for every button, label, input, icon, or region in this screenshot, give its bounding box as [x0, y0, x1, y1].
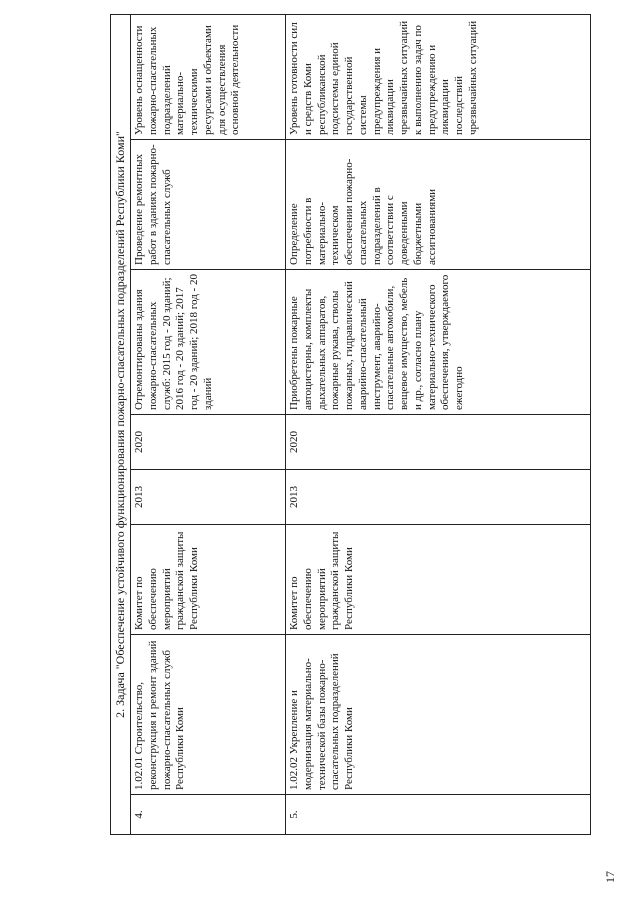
table-row [286, 14, 591, 834]
start-year: 2013 [286, 470, 591, 525]
responsible-executor: Комитет по обеспечению мероприятий гражданской защиты Республики Коми [286, 525, 591, 635]
activity-name: 1.02.02 Укрепление и модернизация материально-технической базы пожарно-спасательных подразделений Республики Коми [286, 635, 591, 795]
main-directions: Определение потребности в материально-техническом обеспечении пожарно-спасательных подразделений в соответствии с доведенными бюджетными ассигнованиями [286, 140, 591, 270]
end-year: 2020 [286, 415, 591, 470]
activity-name: 1.02.01 Строительство, реконструкция и ремонт зданий пожарно-спасательных служб Республики Коми [131, 635, 286, 795]
end-year: 2020 [131, 415, 286, 470]
expected-result: Отремонтированы здания пожарно-спасательных служб: 2015 год - 20 зданий; 2016 год - 20 зданий; 2017 год - 20 зданий; 2018 год - 20 зданий [131, 270, 286, 415]
task-title-row [111, 14, 131, 834]
page-number: 17 [603, 871, 617, 883]
responsible-executor: Комитет по обеспечению мероприятий гражданской защиты Республики Коми [131, 525, 286, 635]
row-number: 4. [131, 795, 286, 835]
task-title: 2. Задача "Обеспечение устойчивого функционирования пожарно-спасательных подразделений Республики Коми" [111, 14, 131, 834]
expected-result: Приобретены пожарные автоцистерны, комплекты дыхательных аппаратов, пожарные рукава, стволы пожарных, гидравлический аварийно-спасательный инструмент, аварийно-спасательные автомобили, вещевое имущество, мебель и др., согласно плану материально-технического обеспечения, утверждаемого ежегодно [286, 270, 591, 415]
start-year: 2013 [131, 470, 286, 525]
program-table [110, 14, 591, 835]
main-directions: Проведение ремонтных работ в зданиях пожарно-спасательных служб [131, 140, 286, 270]
related-indicator: Уровень готовности сил и средств Коми республиканской подсистемы единой государственной системы предупреждения и ликвидации чрезвычайных ситуаций к выполнению задач по предупреждению и ликвидации последствий чрезвычайных ситуаций [286, 14, 591, 139]
row-number: 5. [286, 795, 591, 835]
related-indicator: Уровень оснащенности пожарно-спасательных подразделений материально-техническими ресурсами и объектами для осуществления основной деятельности [131, 14, 286, 139]
table-row [131, 14, 286, 834]
